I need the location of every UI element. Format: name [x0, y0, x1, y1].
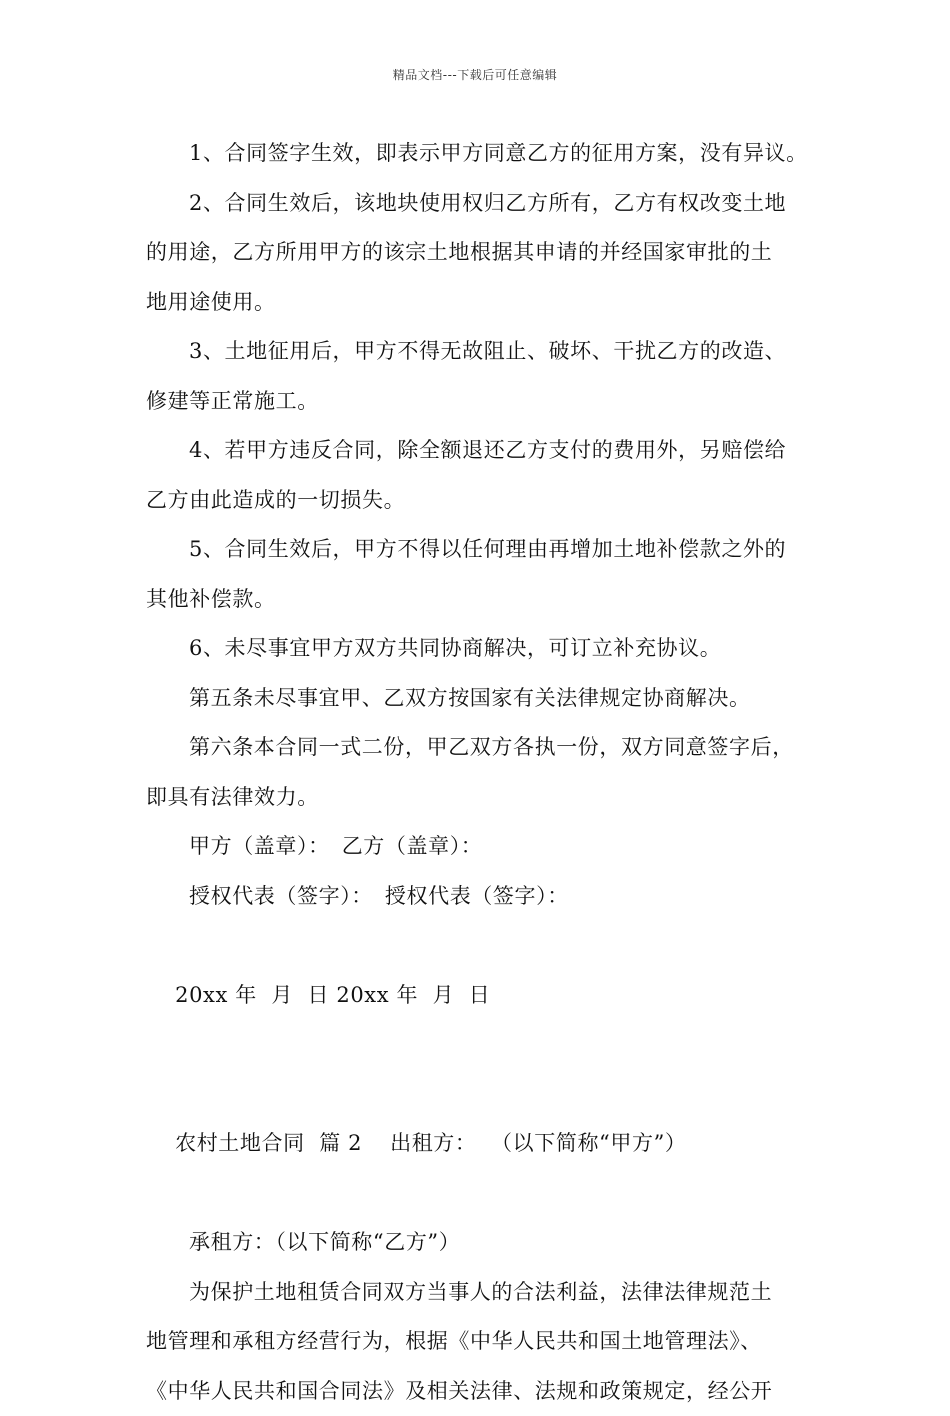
party-a-signature-label: 授权代表（签字）： — [189, 884, 373, 908]
document-body — [146, 129, 836, 1416]
party-b-signature-label: 授权代表（签字）： — [385, 884, 569, 908]
clause-2-line-1: 2、合同生效后，该地块使用权归乙方所有，乙方有权改变土地 — [146, 179, 836, 229]
contract-2-title-line — [146, 1070, 836, 1219]
signature-line — [146, 872, 836, 922]
clause-3-line-2: 修建等正常施工。 — [146, 377, 836, 427]
date-line — [146, 921, 836, 1070]
clause-4-line-2: 乙方由此造成的一切损失。 — [146, 476, 836, 526]
clause-6: 6、未尽事宜甲方双方共同协商解决，可订立补充协议。 — [146, 624, 836, 674]
party-b-seal-label: 乙方（盖章）： — [342, 834, 483, 858]
clause-5-line-2: 其他补偿款。 — [146, 575, 836, 625]
contract-2-title: 农村土地合同 篇 2 — [175, 1131, 362, 1155]
preamble-line-1: 为保护土地租赁合同双方当事人的合法利益，法律法律规范土 — [146, 1268, 836, 1318]
article-5: 第五条未尽事宜甲、乙双方按国家有关法律规定协商解决。 — [146, 674, 836, 724]
article-6-line-1: 第六条本合同一式二份，甲乙双方各执一份，双方同意签字后， — [146, 723, 836, 773]
preamble-line-3: 《中华人民共和国合同法》及相关法律、法规和政策规定，经公开 — [146, 1367, 836, 1416]
lessee-label: 承租方：（以下简称“乙方”） — [146, 1218, 836, 1268]
clause-3-line-1: 3、土地征用后，甲方不得无故阻止、破坏、干扰乙方的改造、 — [146, 327, 836, 377]
lessor-label: 出租方： （以下简称“甲方”） — [390, 1131, 686, 1155]
clause-1: 1、合同签字生效，即表示甲方同意乙方的征用方案，没有异议。 — [146, 129, 836, 179]
party-a-date: 20xx 年 月 日 — [175, 983, 329, 1007]
seal-line — [146, 822, 836, 872]
party-a-seal-label: 甲方（盖章）： — [189, 834, 330, 858]
preamble-line-2: 地管理和承租方经营行为，根据《中华人民共和国土地管理法》、 — [146, 1317, 836, 1367]
article-6-line-2: 即具有法律效力。 — [146, 773, 836, 823]
clause-5-line-1: 5、合同生效后，甲方不得以任何理由再增加土地补偿款之外的 — [146, 525, 836, 575]
clause-2-line-3: 地用途使用。 — [146, 278, 836, 328]
clause-4-line-1: 4、若甲方违反合同，除全额退还乙方支付的费用外，另赔偿给 — [146, 426, 836, 476]
party-b-date: 20xx 年 月 日 — [336, 983, 490, 1007]
clause-2-line-2: 的用途，乙方所用甲方的该宗土地根据其申请的并经国家审批的土 — [146, 228, 836, 278]
page-header: 精品文档---下载后可任意编辑 — [0, 66, 950, 83]
